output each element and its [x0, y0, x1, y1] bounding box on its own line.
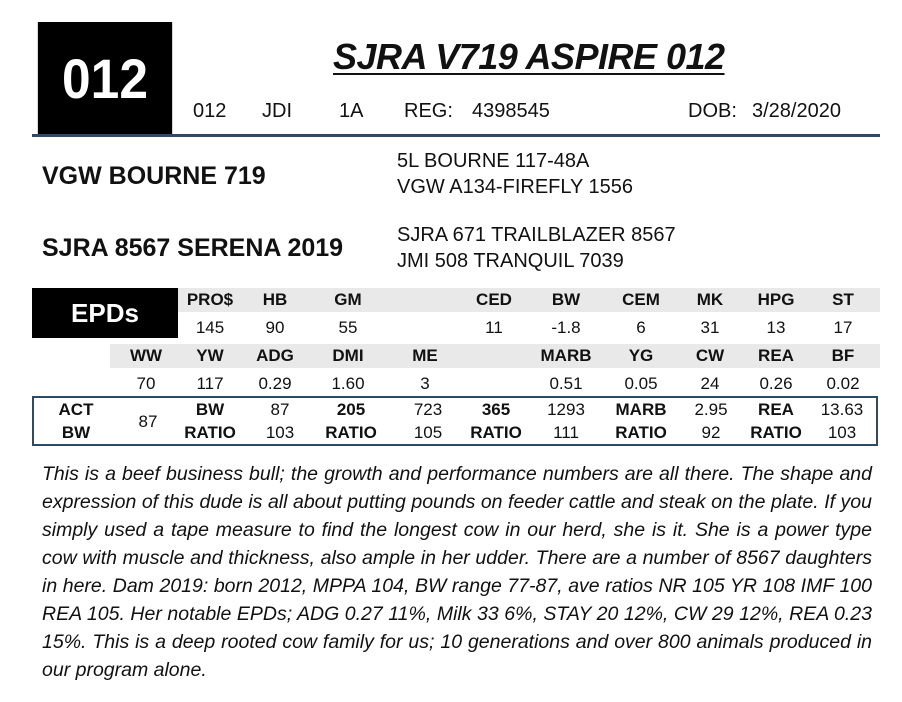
perf-label-top: REA — [758, 400, 794, 419]
perf-ratio: 103 — [265, 423, 295, 442]
bw-label: BW — [61, 423, 91, 442]
dam-name: SJRA 8567 SERENA 2019 — [42, 234, 344, 262]
epd2-value: 0.02 — [826, 374, 860, 393]
dam-dam: JMI 508 TRANQUIL 7039 — [397, 250, 624, 272]
epd2-value: 3 — [420, 374, 430, 393]
perf-label-bottom: RATIO — [615, 423, 667, 442]
epd1-header: HPG — [757, 290, 795, 309]
epd2-header: WW — [129, 346, 163, 365]
sire-name: VGW BOURNE 719 — [42, 162, 266, 190]
perf-value: 2.95 — [694, 400, 728, 419]
epd1-value: 145 — [195, 318, 225, 337]
sub-code: 1A — [339, 100, 364, 122]
epd1-value: 55 — [338, 318, 358, 337]
epd2-value: 70 — [136, 374, 156, 393]
epd1-header: PRO$ — [186, 290, 234, 309]
perf-label-bottom: RATIO — [184, 423, 236, 442]
perf-label-top: 365 — [481, 400, 511, 419]
epd1-header: MK — [696, 290, 724, 309]
epd1-header: CEM — [622, 290, 660, 309]
epd1-value: 11 — [485, 318, 503, 337]
epd1-header: ST — [832, 290, 854, 309]
epd2-header: BF — [831, 346, 855, 365]
epd2-header: YG — [628, 346, 654, 365]
sire-dam: VGW A134-FIREFLY 1556 — [397, 176, 634, 198]
epd2-header: DMI — [332, 346, 364, 365]
epd1-value: -1.8 — [551, 318, 581, 337]
perf-label-bottom: RATIO — [325, 423, 377, 442]
reg-value: 4398545 — [472, 100, 550, 122]
epd1-header: CED — [476, 290, 512, 309]
epd2-value: 0.05 — [624, 374, 658, 393]
epd1-value: 17 — [833, 318, 853, 337]
epd1-value: 6 — [636, 318, 646, 337]
herd-code: JDI — [262, 100, 292, 122]
description: This is a beef business bull; the growth and performance numbers are all there. The shape and expression of this dude is all about putting pounds on feeder cattle and steak on the plate. If you simply used a tape measure to find the longest cow in our herd, she is it. She is a power type cow with muscle and thickness, also ample in her udder. There are a number of 8567 daughters in here. Dam 2019: born 2012, MPPA 104, BW range 77-87, ave ratios NR 105 YR 108 IMF 100 REA 105. Her notable EPDs; ADG 0.27 11%, Milk 33 6%, STAY 20 12%, CW 29 12%, REA 0.23 15%. This is a deep rooted cow family for us; 10 generations and over 800 animals produced in our program alone. — [42, 463, 872, 681]
epd2-value: 0.51 — [549, 374, 583, 393]
epd2-header: ME — [412, 346, 438, 365]
epd2-value: 0.26 — [759, 374, 793, 393]
perf-label-top: MARB — [615, 400, 667, 419]
reg-label: REG: — [404, 100, 453, 122]
epds-label: EPDs — [71, 297, 139, 328]
epd1-header: BW — [551, 290, 581, 309]
perf-value: 13.63 — [820, 400, 864, 419]
epd1-header: HB — [262, 290, 288, 309]
epd1-header: GM — [334, 290, 362, 309]
perf-value: 1293 — [547, 400, 585, 419]
epd1-value: 13 — [766, 318, 786, 337]
epd2-header: MARB — [540, 346, 592, 365]
epd2-header: YW — [196, 346, 224, 365]
performance-box — [32, 396, 878, 446]
perf-label-top: BW — [195, 400, 225, 419]
dob-value: 3/28/2020 — [752, 100, 841, 122]
header-divider — [32, 134, 880, 137]
tattoo: 012 — [193, 100, 227, 122]
act-bw-value: 87 — [138, 412, 158, 431]
dam-sire: SJRA 671 TRAILBLAZER 8567 — [397, 224, 676, 246]
dob-label: DOB: — [688, 100, 737, 122]
epd2-value: 24 — [700, 374, 720, 393]
lot-number-box — [38, 22, 172, 134]
perf-label-bottom: RATIO — [750, 423, 802, 442]
perf-value: 87 — [270, 400, 290, 419]
perf-ratio: 92 — [701, 423, 721, 442]
lot-number: 012 — [62, 46, 148, 110]
perf-ratio: 111 — [553, 423, 579, 442]
epd2-header: ADG — [256, 346, 294, 365]
epd1-value: 31 — [700, 318, 720, 337]
sire-sire: 5L BOURNE 117-48A — [397, 150, 590, 172]
perf-ratio: 103 — [827, 423, 857, 442]
epd2-value: 1.60 — [331, 374, 365, 393]
perf-label-bottom: RATIO — [470, 423, 522, 442]
epds-label-box — [32, 288, 178, 338]
epd2-header: CW — [695, 346, 725, 365]
act-label: ACT — [58, 400, 94, 419]
perf-label-top: 205 — [336, 400, 366, 419]
perf-ratio: 105 — [413, 423, 443, 442]
epd2-value: 117 — [196, 374, 224, 393]
epd2-header: REA — [758, 346, 794, 365]
epd1-value: 90 — [265, 318, 285, 337]
epd2-value: 0.29 — [258, 374, 292, 393]
perf-value: 723 — [413, 400, 443, 419]
animal-name: SJRA V719 ASPIRE 012 — [333, 36, 725, 77]
